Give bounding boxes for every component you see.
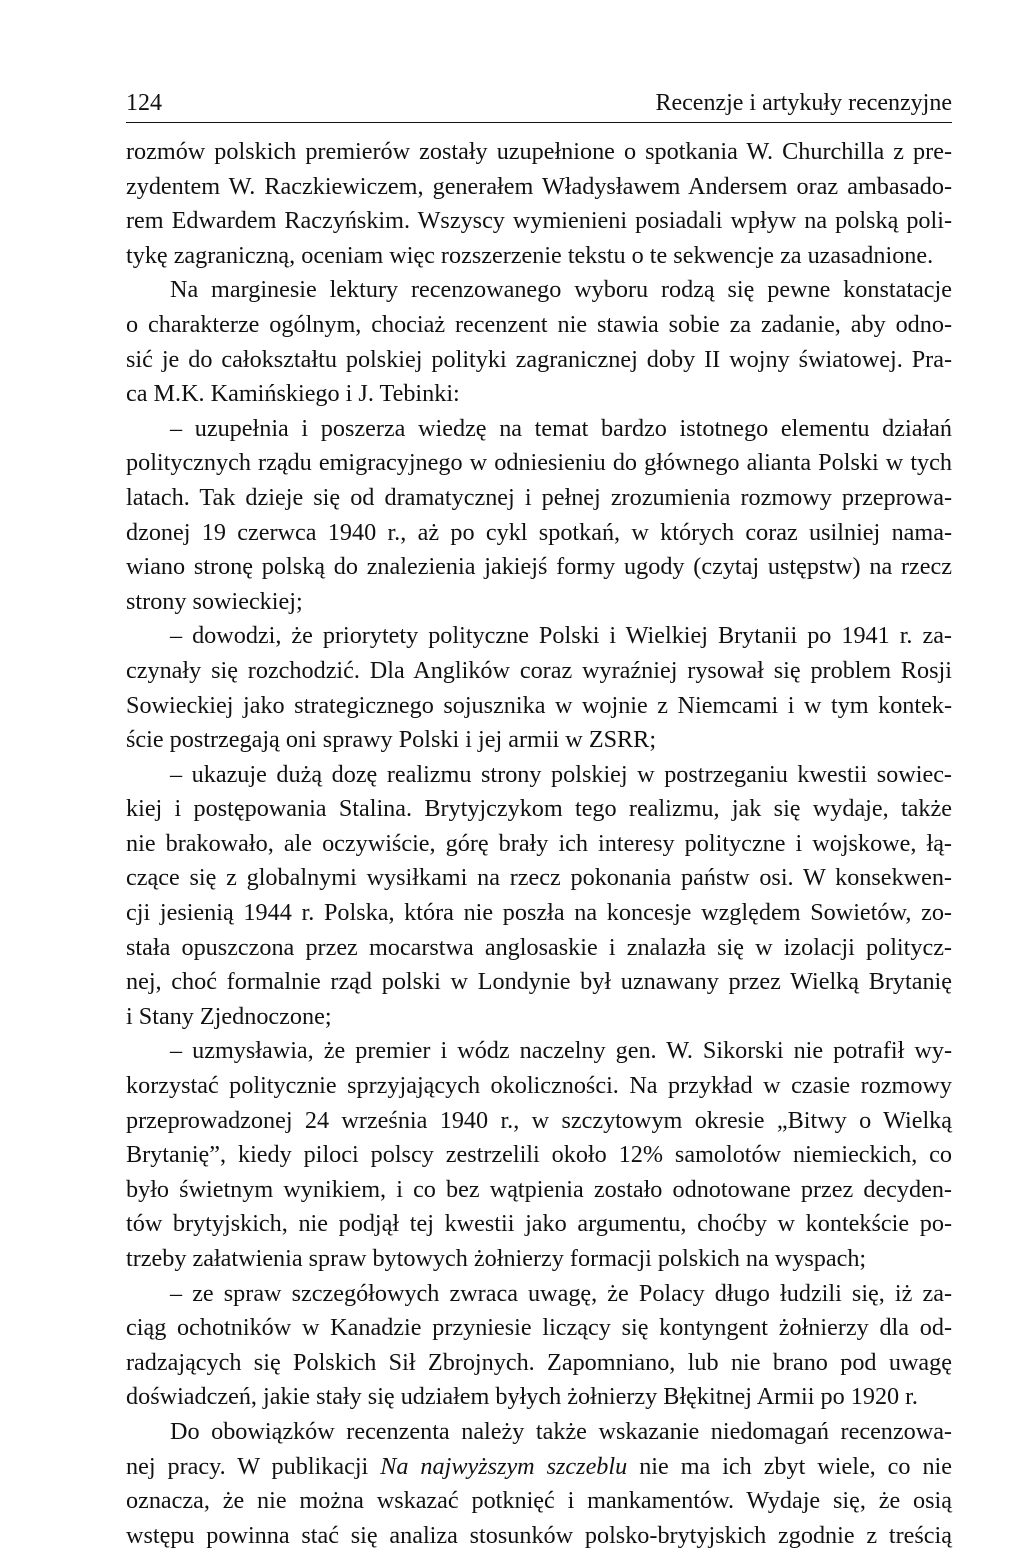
- text-line: – dowodzi, że priorytety polityczne Polski i Wielkiej Brytanii po 1941 r. za-: [170, 622, 952, 650]
- text-line: ca M.K. Kamińskiego i J. Tebinki:: [126, 380, 460, 408]
- page-header: [126, 88, 952, 123]
- body-text: [126, 135, 952, 1553]
- text-line: latach. Tak dzieje się od dramatycznej i pełnej zrozumienia rozmowy przeprowa-: [126, 483, 952, 511]
- text-line: stała opuszczona przez mocarstwa anglosaskie i znalazła się w izolacji politycz-: [126, 933, 952, 961]
- text-line: korzystać politycznie sprzyjających okoliczności. Na przykład w czasie rozmowy: [126, 1072, 952, 1100]
- text-line: radzających się Polskich Sił Zbrojnych. Zapomniano, lub nie brano pod uwagę: [126, 1348, 952, 1376]
- text-line: wiano stronę polską do znalezienia jakiejś formy ugody (czytaj ustępstw) na rzecz: [126, 553, 952, 581]
- text-line: sić je do całokształtu polskiej polityki zagranicznej doby II wojny światowej. Pra-: [126, 345, 952, 373]
- text-line: doświadczeń, jakie stały się udziałem byłych żołnierzy Błękitnej Armii po 1920 r.: [126, 1383, 918, 1411]
- text-line: oznacza, że nie można wskazać potknięć i mankamentów. Wydaje się, że osią: [126, 1487, 952, 1515]
- text-line: – ukazuje dużą dozę realizmu strony polskiej w postrzeganiu kwestii sowiec-: [170, 760, 952, 788]
- text-line: tykę zagraniczną, oceniam więc rozszerzenie tekstu o te sekwencje za uzasadnione.: [126, 241, 934, 269]
- book-title-italic: Na najwyższym szczeblu: [380, 1452, 628, 1480]
- text-line: cji jesienią 1944 r. Polska, która nie poszła na koncesje względem Sowietów, zo-: [126, 899, 952, 927]
- running-title: Recenzje i artykuły recenzyjne: [655, 90, 952, 116]
- text-line: politycznych rządu emigracyjnego w odniesieniu do głównego alianta Polski w tych: [126, 449, 952, 477]
- text-line: zydentem W. Raczkiewiczem, generałem Władysławem Andersem oraz ambasado-: [126, 172, 952, 200]
- text-line: Sowieckiej jako strategicznego sojusznika w wojnie z Niemcami i w tym kontek-: [126, 691, 952, 719]
- text-line: czynały się rozchodzić. Dla Anglików coraz wyraźniej rysował się problem Rosji: [126, 656, 952, 684]
- text-line: nie brakowało, ale oczywiście, górę brały ich interesy polityczne i wojskowe, łą-: [126, 829, 952, 857]
- text-line: strony sowieckiej;: [126, 587, 303, 615]
- text-line: dzonej 19 czerwca 1940 r., aż po cykl spotkań, w których coraz usilniej nama-: [126, 518, 952, 546]
- text-segment: nie ma ich zbyt wiele, co nie: [627, 1452, 953, 1480]
- text-line: wstępu powinna stać się analiza stosunków polsko-brytyjskich zgodnie z treścią: [126, 1521, 952, 1549]
- text-line: – ze spraw szczegółowych zwraca uwagę, że Polacy długo łudzili się, iż za-: [170, 1279, 952, 1307]
- text-line: kiej i postępowania Stalina. Brytyjczykom tego realizmu, jak się wydaje, także: [126, 795, 952, 823]
- text-line: ście postrzegają oni sprawy Polski i jej armii w ZSRR;: [126, 726, 657, 754]
- text-line: trzeby załatwienia spraw bytowych żołnierzy formacji polskich na wyspach;: [126, 1245, 867, 1272]
- text-line: ciąg ochotników w Kanadzie przyniesie liczący się kontyngent żołnierzy dla od-: [126, 1314, 952, 1342]
- text-line: czące się z globalnymi wysiłkami na rzecz pokonania państw osi. W konsekwen-: [126, 864, 952, 892]
- text-line: rozmów polskich premierów zostały uzupełnione o spotkania W. Churchilla z pre-: [126, 138, 952, 165]
- text-line: [126, 1450, 952, 1485]
- text-segment: nej pracy. W publikacji: [126, 1452, 381, 1480]
- text-line: było świetnym wynikiem, i co bez wątpienia zostało odnotowane przez decyden-: [126, 1175, 952, 1203]
- text-line: Na marginesie lektury recenzowanego wyboru rodzą się pewne konstatacje: [170, 276, 952, 304]
- text-line: przeprowadzonej 24 września 1940 r., w szczytowym okresie „Bitwy o Wielką: [126, 1106, 952, 1134]
- text-line: – uzupełnia i poszerza wiedzę na temat bardzo istotnego elementu działań: [170, 414, 952, 442]
- text-line: i Stany Zjednoczone;: [126, 1002, 332, 1030]
- document-page: [126, 88, 952, 1553]
- text-line: Brytanię”, kiedy piloci polscy zestrzelili około 12% samolotów niemieckich, co: [126, 1141, 952, 1169]
- text-line: – uzmysławia, że premier i wódz naczelny gen. W. Sikorski nie potrafił wy-: [170, 1037, 952, 1065]
- text-line: nej, choć formalnie rząd polski w Londynie był uznawany przez Wielką Brytanię: [126, 968, 952, 996]
- text-line: o charakterze ogólnym, chociaż recenzent nie stawia sobie za zadanie, aby odno-: [126, 310, 952, 338]
- text-line: Do obowiązków recenzenta należy także wskazanie niedomagań recenzowa-: [170, 1417, 952, 1445]
- text-line: rem Edwardem Raczyńskim. Wszyscy wymienieni posiadali wpływ na polską poli-: [126, 207, 952, 235]
- text-line: tów brytyjskich, nie podjął tej kwestii jako argumentu, choćby w kontekście po-: [126, 1210, 952, 1238]
- page-number: 124: [126, 90, 162, 116]
